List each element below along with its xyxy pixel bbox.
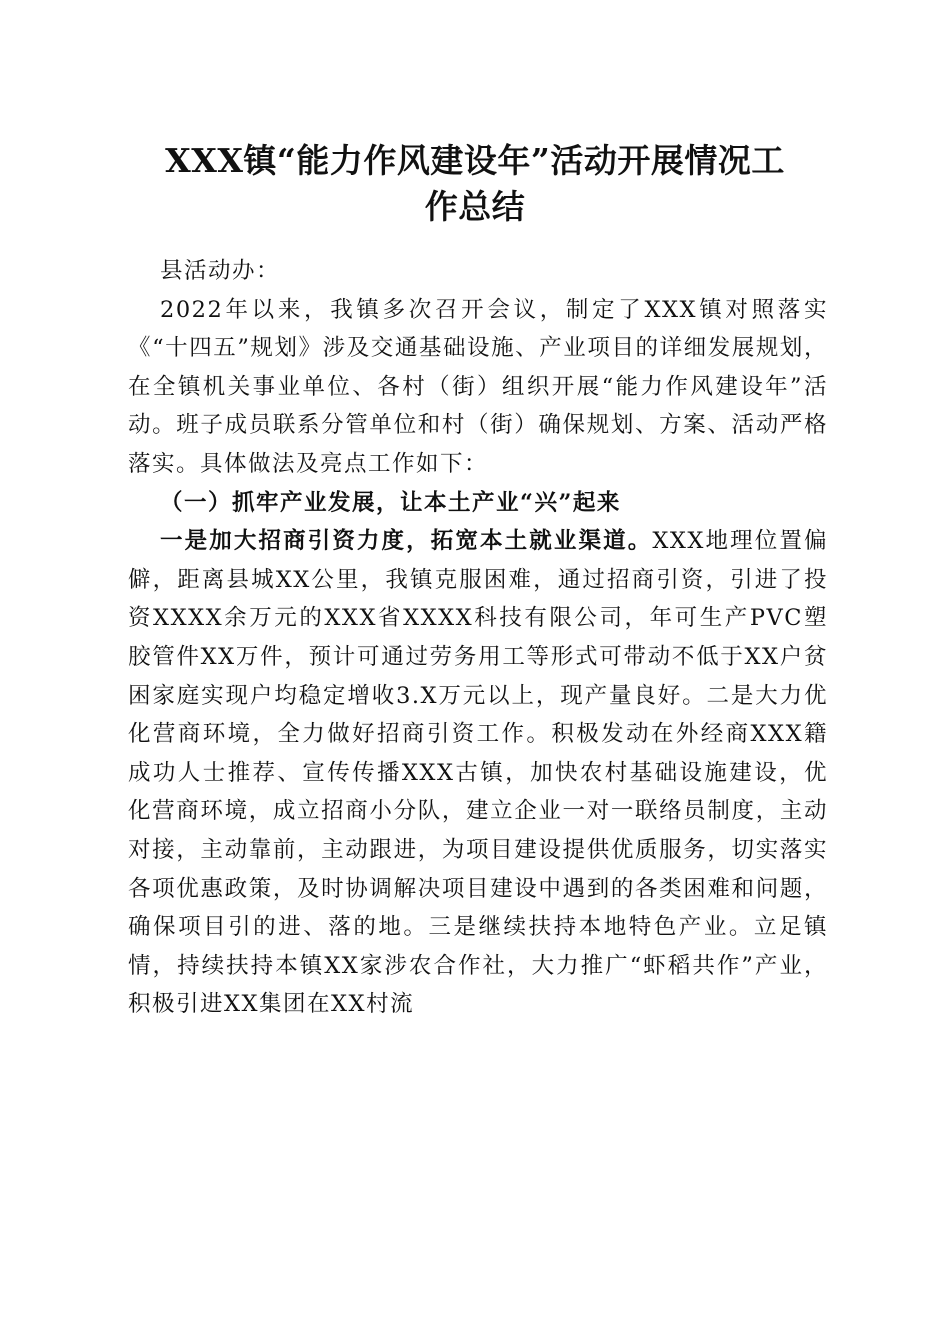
paragraph-body-text: XXX地理位置偏僻，距离县城XX公里，我镇克服困难，通过招商引资，引进了投资XXXX余万元的XXX省XXXX科技有限公司，年可生产PVC塑胶管件XX万件，预计可通过劳务用工等形式可带动不低于XX户贫困家庭实现户均稳定增收3.X万元以上，现产量良好。二是大力优化营商环境，全力做好招商引资工作。积极发动在外经商XXX籍成功人士推荐、宣传传播XXX古镇，加快农村基础设施建设，优化营商环境，成立招商小分队，建立企业一对一联络员制度，主动对接，主动靠前，主动跟进，为项目建设提供优质服务，切实落实各项优惠政策，及时协调解决项目建设中遇到的各类困难和问题，确保项目引的进、落的地。三是继续扶持本地特色产业。立足镇情，持续扶持本镇XX家涉农合作社，大力推广“虾稻共作”产业，积极引进XX集团在XX村流 [128, 528, 828, 1018]
paragraph-lead-sentence: 一是加大招商引资力度，拓宽本土就业渠道。 [160, 528, 653, 555]
section-paragraph [128, 522, 828, 1024]
salutation: 县活动办： [160, 258, 281, 284]
section-heading: （一）抓牢产业发展，让本土产业“兴”起来 [160, 489, 621, 516]
document-title [110, 138, 840, 230]
intro-paragraph: 2022年以来，我镇多次召开会议，制定了XXX镇对照落实《“十四五”规划》涉及交通基础设施、产业项目的详细发展规划，在全镇机关事业单位、各村（街）组织开展“能力作风建设年”活动。班子成员联系分管单位和村（街）确保规划、方案、活动严格落实。具体做法及亮点工作如下： [128, 296, 828, 477]
title-line-2: 作总结 [424, 187, 526, 226]
title-line-1: XXX镇“能力作风建设年”活动开展情况工 [165, 141, 785, 180]
document-body [128, 252, 828, 1024]
